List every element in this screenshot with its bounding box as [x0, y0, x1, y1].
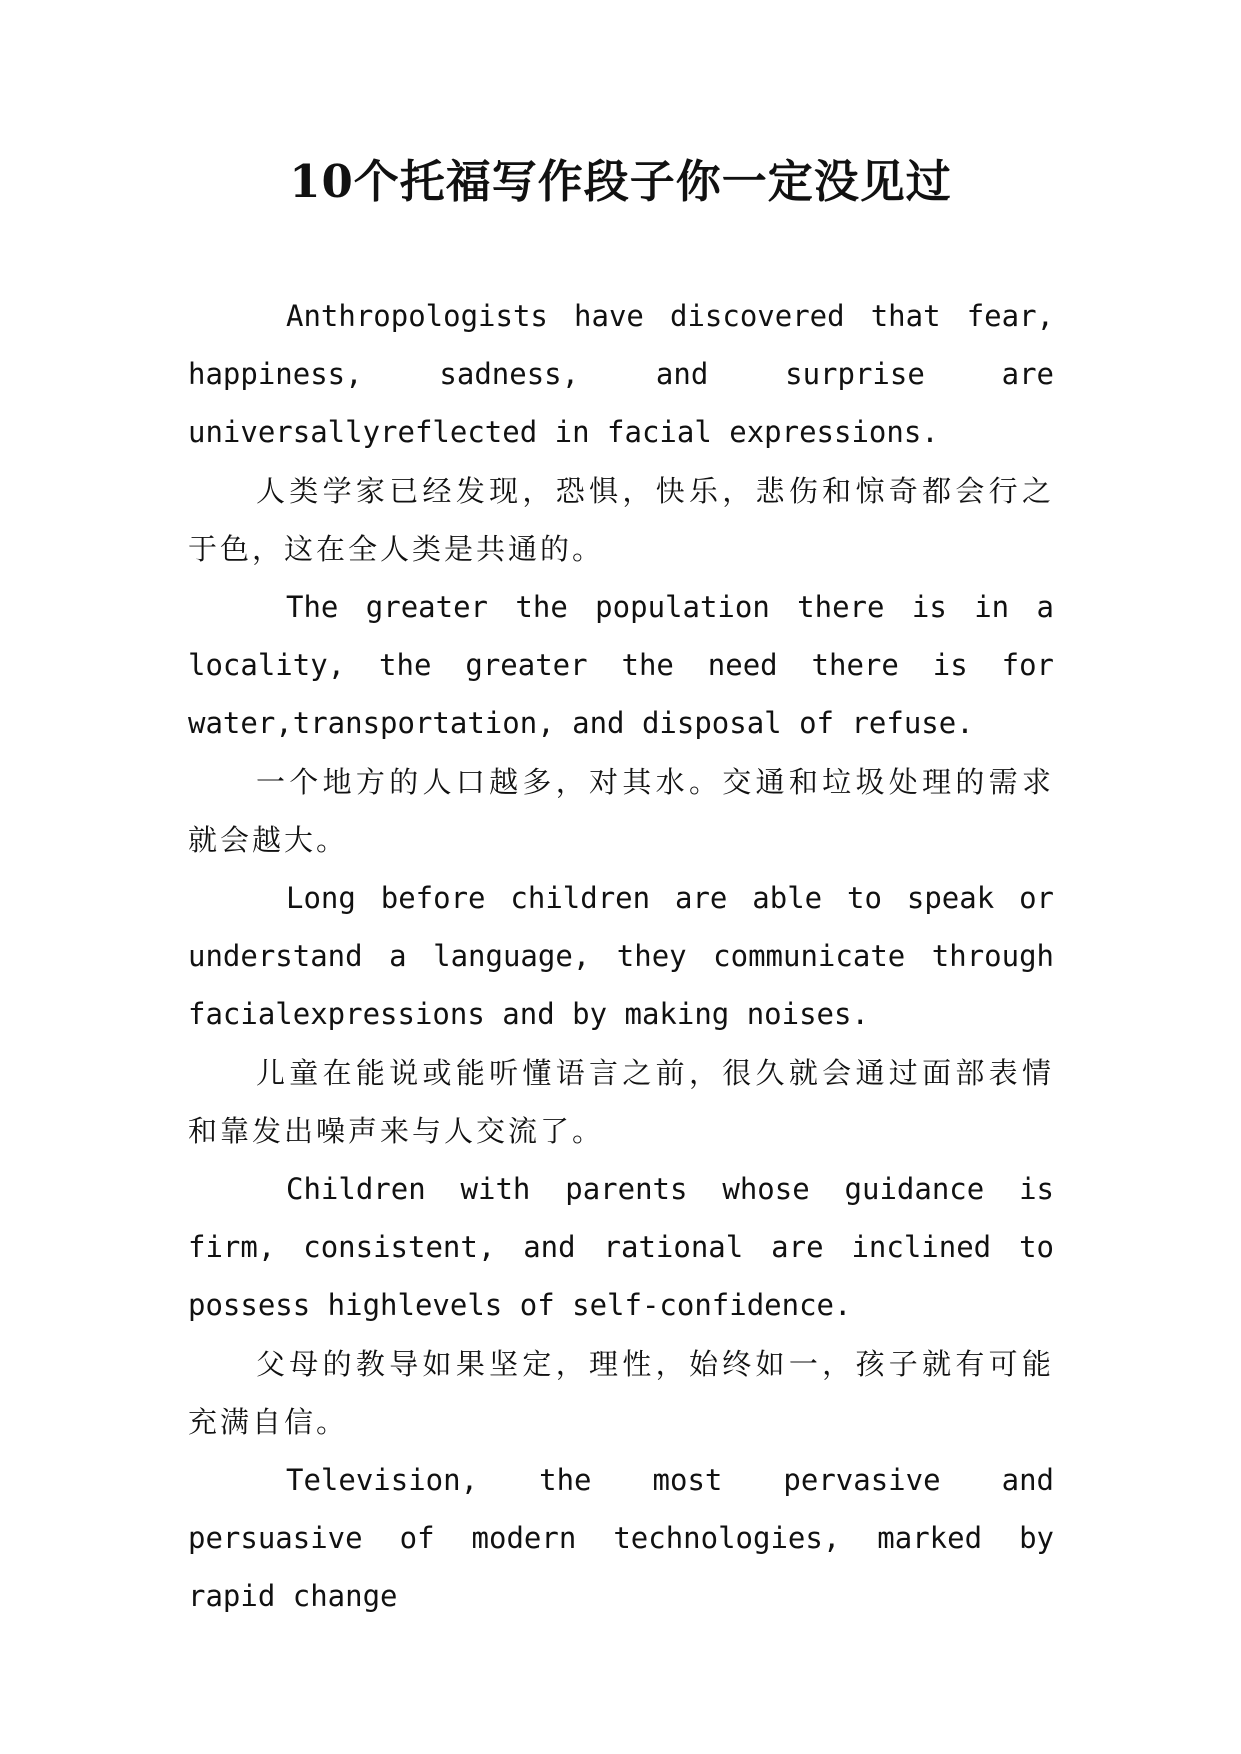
paragraph-english-4: Children with parents whose guidance is firm, consistent, and rational are inclined to possess highlevels of self-confidence. — [188, 1172, 1054, 1323]
paragraph-chinese-4: 父母的教导如果坚定，理性，始终如一，孩子就有可能充满自信。 — [188, 1346, 1054, 1439]
paragraph-english-3: Long before children are able to speak or understand a language, they communicate through facialexpressions and by making noises. — [188, 881, 1054, 1032]
paragraph-english-5: Television, the most pervasive and persuasive of modern technologies, marked by rapid change — [188, 1463, 1054, 1614]
paragraph-chinese-3: 儿童在能说或能听懂语言之前，很久就会通过面部表情和靠发出噪声来与人交流了。 — [188, 1055, 1054, 1148]
document-title: 10个托福写作段子你一定没见过 — [289, 155, 952, 208]
document-body — [188, 287, 1054, 1626]
paragraph-english-2: The greater the population there is in a locality, the greater the need there is for water,transportation, and disposal of refuse. — [188, 590, 1054, 741]
paragraph-chinese-1: 人类学家已经发现，恐惧，快乐，悲伤和惊奇都会行之于色，这在全人类是共通的。 — [188, 473, 1054, 566]
paragraph-chinese-2: 一个地方的人口越多，对其水。交通和垃圾处理的需求就会越大。 — [188, 764, 1054, 857]
paragraph-english-1: Anthropologists have discovered that fear, happiness, sadness, and surprise are universallyreflected in facial expressions. — [188, 299, 1054, 450]
